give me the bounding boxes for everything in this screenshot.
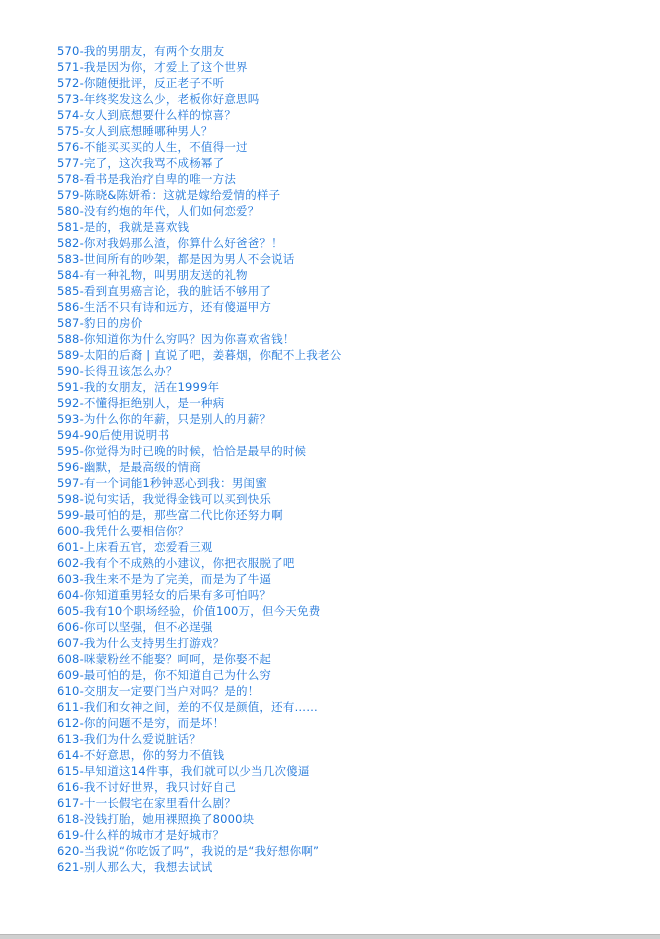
entry-separator: - bbox=[79, 668, 84, 682]
entry-separator: - bbox=[79, 252, 84, 266]
list-item bbox=[57, 395, 341, 411]
entry-separator: - bbox=[79, 124, 84, 138]
entry-title: 没有约炮的年代，人们如何恋爱？ bbox=[83, 204, 260, 218]
list-item bbox=[57, 331, 341, 347]
entry-separator: - bbox=[79, 732, 84, 746]
list-item bbox=[57, 75, 341, 91]
list-item bbox=[57, 139, 341, 155]
entry-number: 611 bbox=[57, 700, 80, 714]
entry-number: 607 bbox=[57, 636, 80, 650]
entry-number: 602 bbox=[57, 556, 80, 570]
entry-number: 620 bbox=[57, 844, 80, 858]
entry-title: 豹日的房价 bbox=[83, 316, 143, 330]
entry-title: 长得丑该怎么办？ bbox=[83, 364, 178, 378]
entry-number: 570 bbox=[57, 44, 80, 58]
entry-separator: - bbox=[79, 460, 84, 474]
entry-number: 621 bbox=[57, 860, 80, 874]
entry-title: 交朋友一定要门当户对吗？是的！ bbox=[83, 684, 260, 698]
entry-title: 你知道重男轻女的后果有多可怕吗？ bbox=[83, 588, 272, 602]
entry-separator: - bbox=[79, 572, 84, 586]
entry-separator: - bbox=[79, 220, 84, 234]
entry-number: 591 bbox=[57, 380, 80, 394]
entry-title: 有一种礼物，叫男朋友送的礼物 bbox=[83, 268, 248, 282]
entry-separator: - bbox=[79, 284, 84, 298]
entry-number: 593 bbox=[57, 412, 80, 426]
entry-title: 看到直男癌言论，我的脏话不够用了 bbox=[83, 284, 272, 298]
entry-number: 604 bbox=[57, 588, 80, 602]
entry-number: 599 bbox=[57, 508, 80, 522]
entry-title: 我生来不是为了完美，而是为了牛逼 bbox=[83, 572, 272, 586]
entry-title: 你觉得为时已晚的时候，恰恰是最早的时候 bbox=[83, 444, 307, 458]
entry-number: 583 bbox=[57, 252, 80, 266]
entry-separator: - bbox=[79, 108, 84, 122]
entry-separator: - bbox=[79, 444, 84, 458]
entry-title: 太阳的后裔 | 直说了吧，姜暮烟，你配不上我老公 bbox=[83, 348, 342, 362]
entry-separator: - bbox=[79, 860, 84, 874]
entry-separator: - bbox=[79, 844, 84, 858]
list-item bbox=[57, 91, 341, 107]
list-item bbox=[57, 347, 341, 363]
list-item bbox=[57, 539, 341, 555]
entry-number: 594 bbox=[57, 428, 80, 442]
entry-separator: - bbox=[79, 748, 84, 762]
entry-separator: - bbox=[79, 508, 84, 522]
entry-title: 你对我妈那么渣，你算什么好爸爸？！ bbox=[83, 236, 283, 250]
entry-title: 是的，我就是喜欢钱 bbox=[83, 220, 190, 234]
entry-number: 586 bbox=[57, 300, 80, 314]
entry-separator: - bbox=[79, 780, 84, 794]
entry-number: 575 bbox=[57, 124, 80, 138]
list-item bbox=[57, 507, 341, 523]
entry-title: 你随便批评，反正老子不听 bbox=[83, 76, 225, 90]
entry-separator: - bbox=[79, 476, 84, 490]
entry-number: 585 bbox=[57, 284, 80, 298]
entry-separator: - bbox=[79, 700, 84, 714]
entry-title: 我是因为你，才爱上了这个世界 bbox=[83, 60, 248, 74]
entry-separator: - bbox=[79, 492, 84, 506]
list-item bbox=[57, 699, 341, 715]
entry-number: 598 bbox=[57, 492, 80, 506]
entry-title: 我们为什么爱说脏话？ bbox=[83, 732, 201, 746]
entry-title: 早知道这14件事，我们就可以少当几次傻逼 bbox=[83, 764, 310, 778]
entry-number: 577 bbox=[57, 156, 80, 170]
entry-number: 584 bbox=[57, 268, 80, 282]
list-item bbox=[57, 171, 341, 187]
entry-title: 90后使用说明书 bbox=[83, 428, 170, 442]
page-bottom-edge bbox=[0, 934, 660, 939]
entry-title: 别人那么大，我想去试试 bbox=[83, 860, 213, 874]
entry-title: 最可怕的是，你不知道自己为什么穷 bbox=[83, 668, 272, 682]
entry-separator: - bbox=[79, 188, 84, 202]
entry-number: 589 bbox=[57, 348, 80, 362]
entry-title: 看书是我治疗自卑的唯一方法 bbox=[83, 172, 237, 186]
list-item bbox=[57, 843, 341, 859]
entry-title: 完了，这次我骂不成杨幂了 bbox=[83, 156, 225, 170]
entry-separator: - bbox=[79, 140, 84, 154]
entry-number: 614 bbox=[57, 748, 80, 762]
entry-number: 618 bbox=[57, 812, 80, 826]
list-item bbox=[57, 619, 341, 635]
entry-title: 你可以坚强，但不必逞强 bbox=[83, 620, 213, 634]
list-item bbox=[57, 635, 341, 651]
entry-separator: - bbox=[79, 364, 84, 378]
entry-separator: - bbox=[79, 556, 84, 570]
entry-separator: - bbox=[79, 652, 84, 666]
entry-separator: - bbox=[79, 300, 84, 314]
list-item bbox=[57, 59, 341, 75]
list-item bbox=[57, 411, 341, 427]
entry-title: 你知道你为什么穷吗？因为你喜欢省钱！ bbox=[83, 332, 295, 346]
entry-separator: - bbox=[79, 412, 84, 426]
list-item bbox=[57, 427, 341, 443]
entry-title: 当我说“你吃饭了吗”，我说的是“我好想你啊” bbox=[83, 844, 320, 858]
list-item bbox=[57, 667, 341, 683]
list-item bbox=[57, 203, 341, 219]
list-item bbox=[57, 123, 341, 139]
list-item bbox=[57, 603, 341, 619]
entry-separator: - bbox=[79, 236, 84, 250]
entry-separator: - bbox=[79, 60, 84, 74]
list-item bbox=[57, 299, 341, 315]
list-item bbox=[57, 443, 341, 459]
list-item bbox=[57, 587, 341, 603]
list-item bbox=[57, 651, 341, 667]
entry-number: 592 bbox=[57, 396, 80, 410]
list-item bbox=[57, 571, 341, 587]
entry-separator: - bbox=[79, 92, 84, 106]
entry-title: 有一个词能1秒钟恶心到我：男闺蜜 bbox=[83, 476, 267, 490]
list-item bbox=[57, 747, 341, 763]
entry-number: 597 bbox=[57, 476, 80, 490]
entry-title: 上床看五官，恋爱看三观 bbox=[83, 540, 213, 554]
entry-separator: - bbox=[79, 540, 84, 554]
entry-title: 我为什么支持男生打游戏？ bbox=[83, 636, 225, 650]
entry-title: 十一长假宅在家里看什么剧？ bbox=[83, 796, 237, 810]
list-item bbox=[57, 363, 341, 379]
entry-separator: - bbox=[79, 588, 84, 602]
list-item bbox=[57, 187, 341, 203]
entry-number: 595 bbox=[57, 444, 80, 458]
list-item bbox=[57, 235, 341, 251]
entry-title: 没钱打胎，她用裸照换了8000块 bbox=[83, 812, 255, 826]
entry-title: 说句实话，我觉得金钱可以买到快乐 bbox=[83, 492, 272, 506]
entry-separator: - bbox=[79, 428, 84, 442]
entry-number: 601 bbox=[57, 540, 80, 554]
list-item bbox=[57, 155, 341, 171]
entry-separator: - bbox=[79, 524, 84, 538]
entry-separator: - bbox=[79, 172, 84, 186]
entry-separator: - bbox=[79, 796, 84, 810]
entry-title: 最可怕的是，那些富二代比你还努力啊 bbox=[83, 508, 283, 522]
entry-separator: - bbox=[79, 76, 84, 90]
entry-number: 581 bbox=[57, 220, 80, 234]
entry-separator: - bbox=[79, 396, 84, 410]
entry-number: 617 bbox=[57, 796, 80, 810]
entry-separator: - bbox=[79, 268, 84, 282]
entry-title: 陈晓&陈妍希：这就是嫁给爱情的样子 bbox=[83, 188, 281, 202]
entry-separator: - bbox=[79, 44, 84, 58]
list-item bbox=[57, 43, 341, 59]
entry-title: 什么样的城市才是好城市？ bbox=[83, 828, 225, 842]
list-item bbox=[57, 475, 341, 491]
entry-title: 我有个不成熟的小建议，你把衣服脱了吧 bbox=[83, 556, 295, 570]
entry-number: 603 bbox=[57, 572, 80, 586]
list-item bbox=[57, 491, 341, 507]
entry-number: 574 bbox=[57, 108, 80, 122]
entry-number: 580 bbox=[57, 204, 80, 218]
entry-separator: - bbox=[79, 204, 84, 218]
list-item bbox=[57, 731, 341, 747]
entry-number: 615 bbox=[57, 764, 80, 778]
entry-number: 588 bbox=[57, 332, 80, 346]
entry-separator: - bbox=[79, 636, 84, 650]
entry-number: 576 bbox=[57, 140, 80, 154]
entry-number: 610 bbox=[57, 684, 80, 698]
entry-number: 613 bbox=[57, 732, 80, 746]
entry-number: 612 bbox=[57, 716, 80, 730]
entry-title: 幽默，是最高级的情商 bbox=[83, 460, 201, 474]
article-title-list bbox=[57, 43, 341, 875]
entry-separator: - bbox=[79, 716, 84, 730]
entry-number: 596 bbox=[57, 460, 80, 474]
entry-number: 573 bbox=[57, 92, 80, 106]
entry-separator: - bbox=[79, 828, 84, 842]
entry-title: 我们和女神之间，差的不仅是颜值，还有…… bbox=[83, 700, 318, 714]
entry-separator: - bbox=[79, 812, 84, 826]
entry-title: 不能买买买的人生，不值得一过 bbox=[83, 140, 248, 154]
entry-title: 我的女朋友，活在1999年 bbox=[83, 380, 220, 394]
entry-title: 我有10个职场经验，价值100万，但今天免费 bbox=[83, 604, 321, 618]
entry-title: 我凭什么要相信你？ bbox=[83, 524, 190, 538]
list-item bbox=[57, 811, 341, 827]
list-item bbox=[57, 779, 341, 795]
entry-number: 600 bbox=[57, 524, 80, 538]
entry-number: 608 bbox=[57, 652, 80, 666]
entry-title: 不好意思，你的努力不值钱 bbox=[83, 748, 225, 762]
entry-title: 女人到底想要什么样的惊喜？ bbox=[83, 108, 237, 122]
entry-number: 572 bbox=[57, 76, 80, 90]
entry-number: 619 bbox=[57, 828, 80, 842]
entry-separator: - bbox=[79, 316, 84, 330]
entry-title: 年终奖发这么少，老板你好意思吗 bbox=[83, 92, 260, 106]
list-item bbox=[57, 107, 341, 123]
entry-title: 咪蒙粉丝不能娶？呵呵，是你娶不起 bbox=[83, 652, 272, 666]
entry-number: 590 bbox=[57, 364, 80, 378]
entry-number: 571 bbox=[57, 60, 80, 74]
entry-title: 为什么你的年薪，只是别人的月薪？ bbox=[83, 412, 272, 426]
entry-title: 女人到底想睡哪种男人？ bbox=[83, 124, 213, 138]
list-item bbox=[57, 283, 341, 299]
entry-separator: - bbox=[79, 332, 84, 346]
entry-separator: - bbox=[79, 380, 84, 394]
entry-number: 609 bbox=[57, 668, 80, 682]
entry-number: 606 bbox=[57, 620, 80, 634]
entry-title: 我的男朋友，有两个女朋友 bbox=[83, 44, 225, 58]
list-item bbox=[57, 251, 341, 267]
entry-title: 世间所有的吵架，都是因为男人不会说话 bbox=[83, 252, 295, 266]
entry-number: 582 bbox=[57, 236, 80, 250]
list-item bbox=[57, 683, 341, 699]
list-item bbox=[57, 763, 341, 779]
list-item bbox=[57, 267, 341, 283]
entry-title: 生活不只有诗和远方，还有傻逼甲方 bbox=[83, 300, 272, 314]
list-item bbox=[57, 555, 341, 571]
list-item bbox=[57, 715, 341, 731]
list-item bbox=[57, 523, 341, 539]
entry-number: 579 bbox=[57, 188, 80, 202]
entry-number: 587 bbox=[57, 316, 80, 330]
entry-separator: - bbox=[79, 604, 84, 618]
list-item bbox=[57, 795, 341, 811]
entry-separator: - bbox=[79, 764, 84, 778]
entry-title: 我不讨好世界，我只讨好自己 bbox=[83, 780, 237, 794]
list-item bbox=[57, 459, 341, 475]
entry-number: 616 bbox=[57, 780, 80, 794]
entry-number: 605 bbox=[57, 604, 80, 618]
entry-separator: - bbox=[79, 156, 84, 170]
entry-separator: - bbox=[79, 620, 84, 634]
list-item bbox=[57, 219, 341, 235]
entry-title: 不懂得拒绝别人，是一种病 bbox=[83, 396, 225, 410]
entry-number: 578 bbox=[57, 172, 80, 186]
entry-separator: - bbox=[79, 348, 84, 362]
entry-separator: - bbox=[79, 684, 84, 698]
list-item bbox=[57, 379, 341, 395]
list-item bbox=[57, 859, 341, 875]
list-item bbox=[57, 827, 341, 843]
list-item bbox=[57, 315, 341, 331]
entry-title: 你的问题不是穷，而是坏！ bbox=[83, 716, 225, 730]
